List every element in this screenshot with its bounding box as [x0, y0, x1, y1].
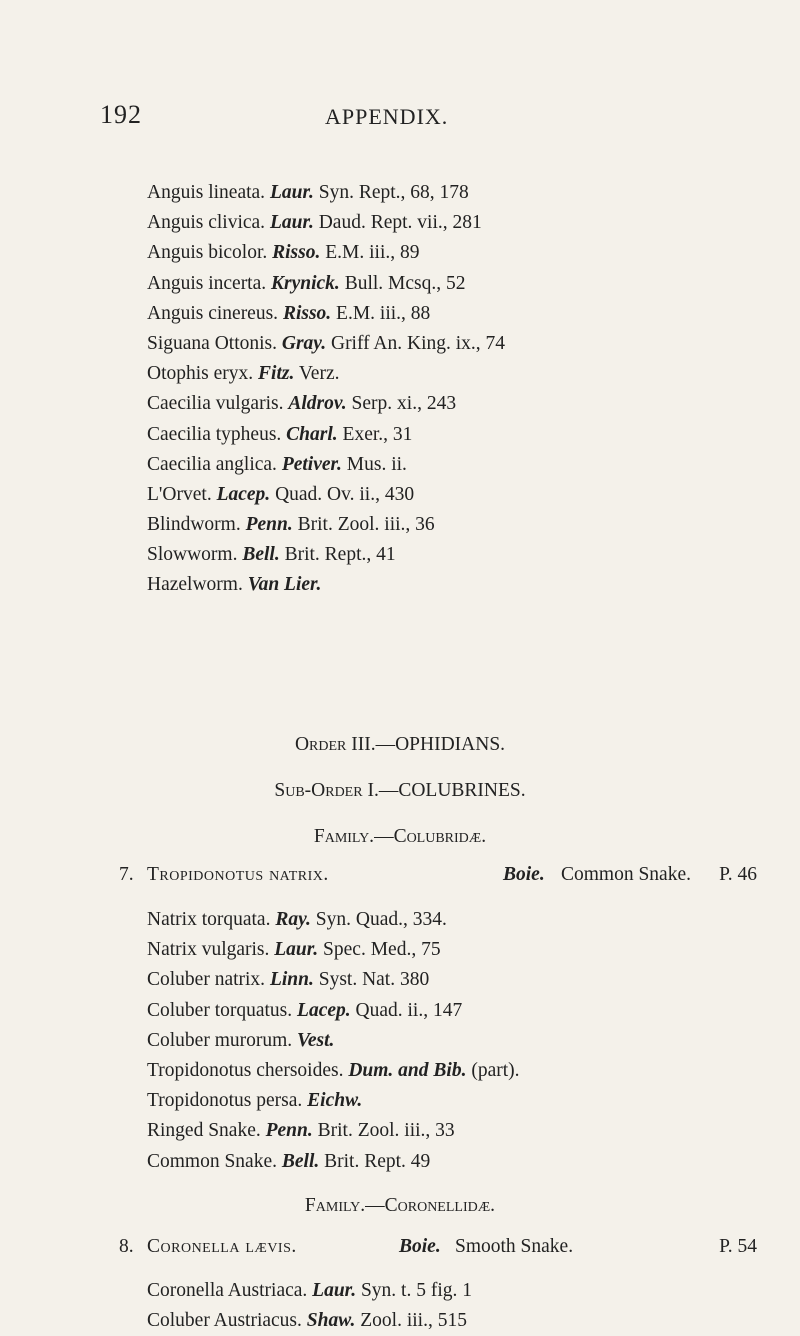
synonym-line	[147, 996, 520, 1026]
synonym-name: Coluber Austriacus.	[147, 1310, 302, 1332]
synonym-name: Siguana Ottonis.	[147, 332, 277, 354]
synonym-line	[147, 238, 505, 268]
entry-plate-ref: P. 46	[719, 864, 757, 885]
synonym-author: Penn.	[265, 1120, 313, 1142]
synonym-line	[147, 480, 505, 510]
synonym-author: Laur.	[274, 939, 319, 961]
synonym-author: Lacep.	[216, 483, 271, 505]
synonym-name: Coluber natrix.	[147, 969, 266, 991]
running-head: APPENDIX.	[325, 104, 449, 129]
synonym-author: Krynick.	[271, 272, 340, 294]
synonym-name: Ringed Snake.	[147, 1120, 261, 1142]
synonym-reference: Quad. Ov. ii., 430	[275, 483, 415, 505]
synonym-author: Petiver.	[281, 453, 342, 475]
synonym-name: Natrix torquata.	[147, 909, 271, 930]
synonym-name: Common Snake.	[147, 1150, 277, 1172]
synonym-author: Fitz.	[258, 363, 295, 385]
family-heading-prefix: Family.	[313, 826, 375, 847]
synonym-reference: Daud. Rept. vii., 281	[318, 212, 482, 234]
synonym-line	[147, 1306, 472, 1336]
synonym-name: Blindworm.	[147, 514, 241, 536]
synonym-author: Laur.	[269, 182, 314, 203]
synonym-name: Coluber murorum.	[147, 1029, 293, 1051]
synonym-line	[147, 905, 520, 935]
synonym-line	[147, 1056, 520, 1086]
suborder-heading-text: I.—COLUBRINES.	[367, 780, 526, 801]
synonym-author: Aldrov.	[288, 393, 347, 415]
synonym-name: Anguis incerta.	[147, 272, 267, 294]
entry-number: 7.	[119, 864, 134, 885]
family-heading-coronellidae	[0, 1195, 800, 1217]
entry-plate-ref: P. 54	[719, 1236, 757, 1257]
synonym-name: Anguis cinereus.	[147, 302, 279, 324]
family-heading-prefix: Family.	[304, 1195, 366, 1216]
synonym-reference: (part).	[471, 1059, 520, 1081]
synonym-reference: Syn. Rept., 68, 178	[318, 182, 469, 203]
entry-number: 8.	[119, 1236, 134, 1257]
synonym-line	[147, 1026, 520, 1056]
synonym-reference: Spec. Med., 75	[323, 939, 441, 961]
synonym-name: Tropidonotus chersoides.	[147, 1059, 344, 1081]
synonym-line	[147, 935, 520, 965]
synonym-author: Charl.	[286, 423, 338, 445]
synonym-author: Ray.	[275, 909, 311, 930]
family-heading-text: —Colubridæ.	[374, 826, 487, 847]
synonym-name: Hazelworm.	[147, 574, 243, 596]
synonym-line	[147, 965, 520, 995]
synonym-name: Anguis clivica.	[147, 212, 266, 234]
synonym-author: Bell.	[242, 544, 280, 566]
synonym-author: Laur.	[312, 1280, 357, 1301]
synonym-list-coronella	[147, 1276, 472, 1336]
synonym-line	[147, 299, 505, 329]
synonym-author: Bell.	[281, 1150, 320, 1172]
synonym-reference: Mus. ii.	[346, 453, 407, 475]
synonym-name: Slowworm.	[147, 544, 238, 566]
synonym-reference: Brit. Rept., 41	[284, 544, 396, 566]
entry-species-name: Coronella lævis.	[147, 1236, 297, 1257]
synonym-author: Gray.	[281, 332, 327, 354]
synonym-name: Caecilia anglica.	[147, 453, 277, 475]
synonym-reference: Griff An. King. ix., 74	[330, 332, 506, 354]
synonym-author: Linn.	[269, 969, 314, 991]
order-heading-text: III.—OPHIDIANS.	[351, 734, 506, 755]
synonym-name: L'Orvet.	[147, 483, 212, 505]
synonym-line	[147, 1147, 520, 1177]
synonym-line	[147, 510, 505, 540]
synonym-line	[147, 389, 505, 419]
synonym-list-tropidonotus	[147, 905, 520, 1177]
order-heading	[0, 734, 800, 756]
synonym-line	[147, 1276, 472, 1306]
suborder-heading	[0, 780, 800, 802]
synonym-author: Eichw.	[307, 1090, 363, 1112]
synonym-line	[147, 450, 505, 480]
synonym-name: Anguis lineata.	[147, 182, 266, 203]
synonym-reference: Quad. ii., 147	[355, 999, 463, 1021]
synonym-line	[147, 208, 505, 238]
synonym-name: Otophis eryx.	[147, 363, 254, 385]
synonym-name: Natrix vulgaris.	[147, 939, 270, 961]
synonym-reference: Verz.	[298, 363, 340, 385]
synonym-name: Coluber torquatus.	[147, 999, 293, 1021]
synonym-line	[147, 359, 505, 389]
synonym-author: Shaw.	[306, 1310, 356, 1332]
synonym-line	[147, 1116, 520, 1146]
family-heading-text: —Coronellidæ.	[365, 1195, 496, 1216]
synonym-author: Vest.	[297, 1029, 335, 1051]
synonym-name: Caecilia typheus.	[147, 423, 282, 445]
synonym-line	[147, 329, 505, 359]
synonym-author: Laur.	[269, 212, 314, 234]
synonym-reference: E.M. iii., 89	[325, 242, 420, 264]
synonym-name: Coronella Austriaca.	[147, 1280, 308, 1301]
synonym-reference: Syst. Nat. 380	[318, 969, 430, 991]
synonym-line	[147, 420, 505, 450]
synonym-reference: Brit. Zool. iii., 33	[317, 1120, 455, 1142]
synonym-line	[147, 1086, 520, 1116]
synonym-author: Dum. and Bib.	[348, 1059, 467, 1081]
entry-common-name: Common Snake.	[561, 864, 691, 885]
page-number: 192	[100, 100, 142, 129]
synonym-name: Anguis bicolor.	[147, 242, 268, 264]
synonym-line	[147, 570, 505, 600]
synonym-reference: Exer., 31	[342, 423, 413, 445]
synonym-author: Penn.	[245, 514, 293, 536]
page-header	[100, 100, 700, 140]
family-heading-colubridae	[0, 826, 800, 848]
synonym-reference: Bull. Mcsq., 52	[344, 272, 466, 294]
synonym-line	[147, 540, 505, 570]
synonym-reference: Brit. Zool. iii., 36	[297, 514, 435, 536]
synonym-author: Risso.	[272, 242, 321, 264]
synonym-line	[147, 269, 505, 299]
synonym-name: Caecilia vulgaris.	[147, 393, 284, 415]
suborder-heading-prefix: Sub-Order	[274, 780, 363, 801]
synonym-reference: Syn. Quad., 334.	[315, 909, 447, 930]
synonym-author: Lacep.	[297, 999, 351, 1021]
synonym-author: Van Lier.	[247, 574, 322, 596]
synonym-reference: E.M. iii., 88	[336, 302, 431, 324]
synonym-reference: Syn. t. 5 fig. 1	[360, 1280, 473, 1301]
synonym-name: Tropidonotus persa.	[147, 1090, 303, 1112]
entry-species-name: Tropidonotus natrix.	[147, 864, 329, 885]
synonym-reference: Zool. iii., 515	[360, 1310, 467, 1332]
entry-common-name: Smooth Snake.	[455, 1236, 574, 1257]
synonym-list-anguis	[147, 178, 505, 601]
synonym-reference: Serp. xi., 243	[351, 393, 457, 415]
synonym-line	[147, 178, 505, 208]
synonym-author: Risso.	[282, 302, 332, 324]
order-heading-prefix: Order	[294, 734, 347, 755]
entry-author: Boie.	[399, 1236, 441, 1257]
entry-author: Boie.	[503, 864, 545, 885]
synonym-reference: Brit. Rept. 49	[324, 1150, 431, 1172]
